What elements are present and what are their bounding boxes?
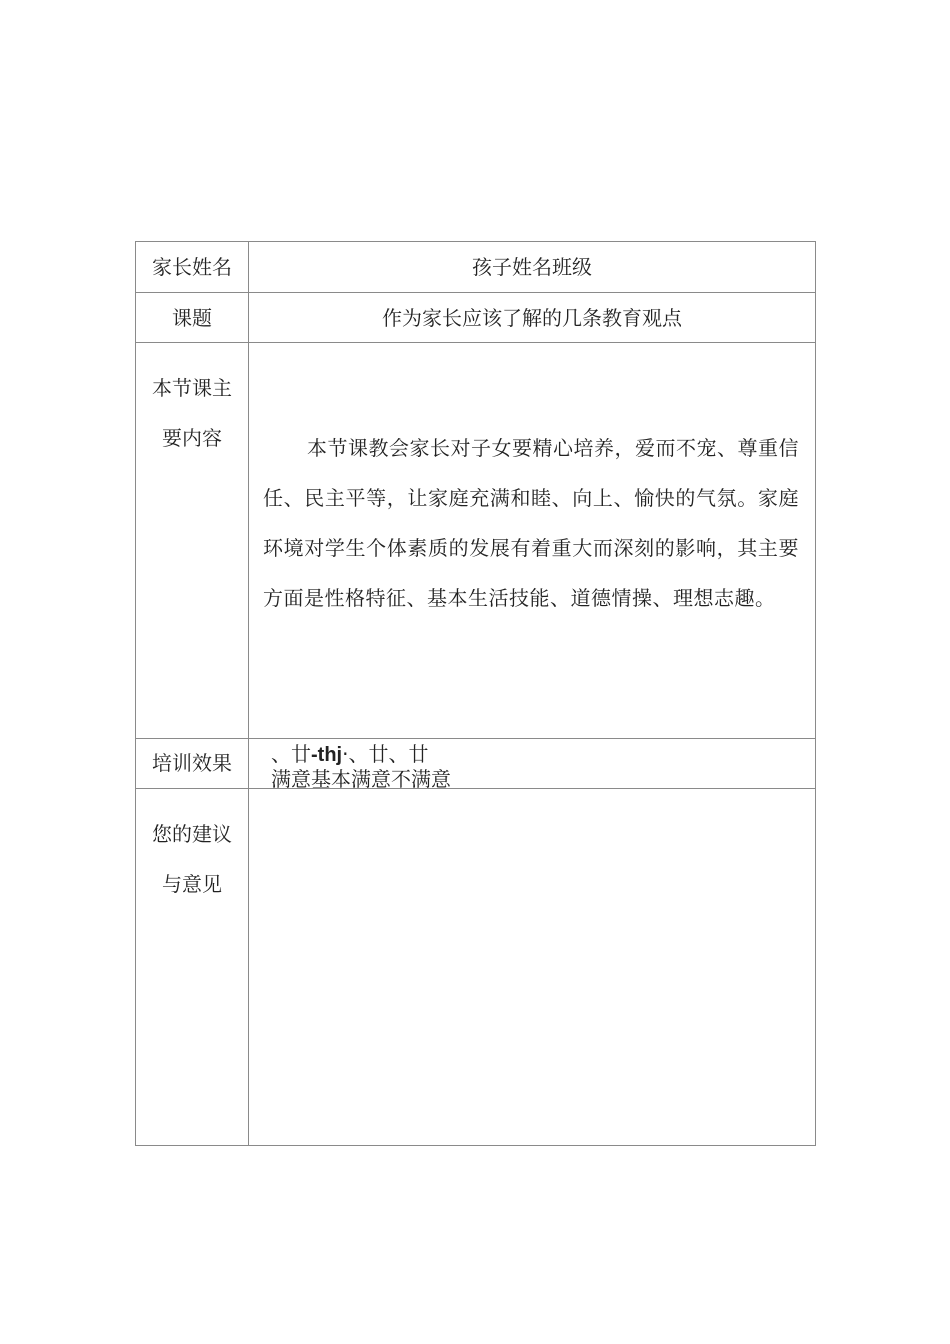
row-topic bbox=[136, 293, 816, 343]
suggest-label-line2: 与意见 bbox=[162, 871, 222, 896]
content-cell bbox=[249, 343, 816, 738]
effect-label: 培训效果 bbox=[136, 738, 249, 788]
effect-marks-c: ·、廿、廿 bbox=[342, 741, 429, 766]
row-suggestions bbox=[136, 788, 816, 1145]
content-text: 本节课教会家长对子女要精心培养，爱而不宠、尊重信任、民主平等，让家庭充满和睦、向上、愉快的气氛。家庭环境对学生个体素质的发展有着重大而深刻的影响，其主要方面是性格特征、基本生活技能、道德情操、理想志趣。 bbox=[263, 436, 799, 611]
content-label bbox=[136, 343, 249, 738]
suggest-label bbox=[136, 788, 249, 1145]
suggestions-field[interactable] bbox=[249, 788, 816, 1145]
child-name-class-label: 孩子姓名班级 bbox=[249, 242, 816, 293]
parent-training-feedback-form bbox=[135, 241, 816, 1146]
effect-marks-a: 、廿 bbox=[271, 741, 311, 766]
effect-marks bbox=[271, 741, 815, 768]
suggest-label-line1: 您的建议 bbox=[152, 821, 232, 846]
effect-options: 满意基本满意不满意 bbox=[271, 767, 451, 788]
parent-name-label: 家长姓名 bbox=[136, 242, 249, 293]
topic-label: 课题 bbox=[136, 293, 249, 343]
effect-marks-b: -thj bbox=[311, 743, 343, 766]
row-content bbox=[136, 343, 816, 738]
topic-value: 作为家长应该了解的几条教育观点 bbox=[249, 293, 816, 343]
row-names bbox=[136, 242, 816, 293]
content-label-line1: 本节课主 bbox=[152, 376, 232, 401]
row-effect bbox=[136, 738, 816, 788]
content-label-line2: 要内容 bbox=[162, 426, 222, 451]
effect-cell bbox=[249, 738, 816, 788]
